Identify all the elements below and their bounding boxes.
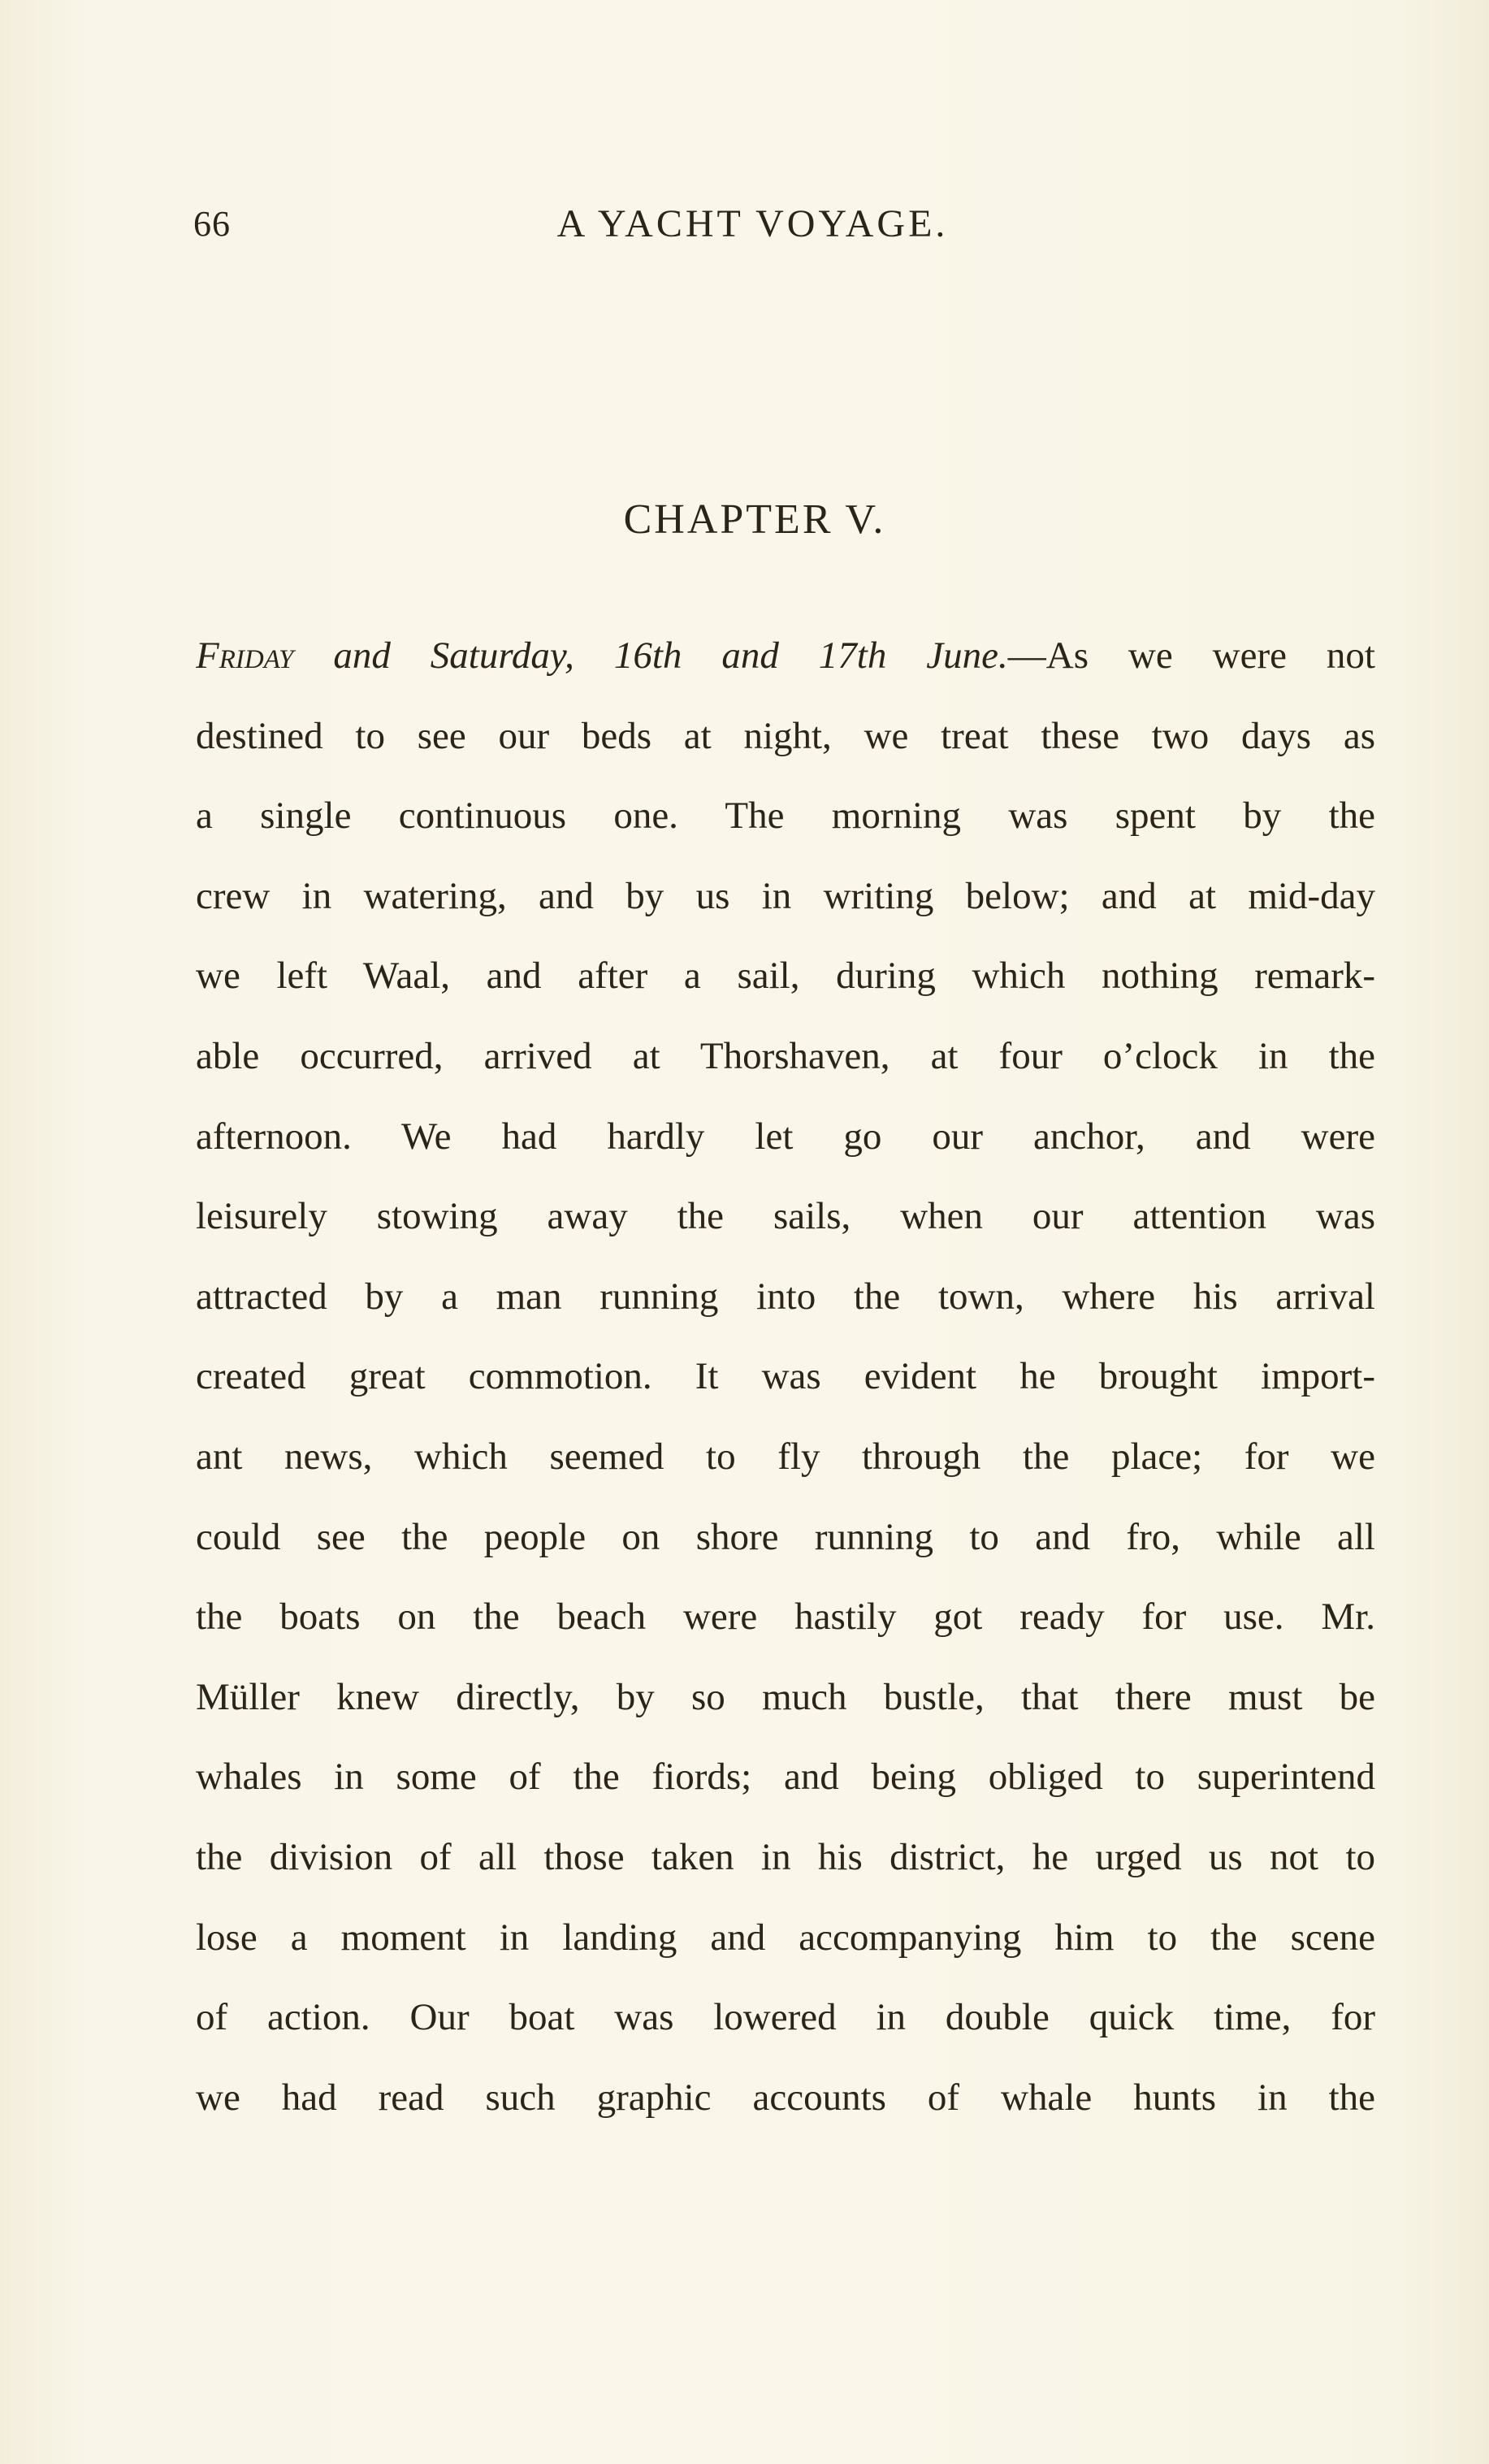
text-line: able occurred, arrived at Thorshaven, at four o’clock in the: [196, 1034, 1375, 1077]
page-number: 66: [193, 204, 231, 244]
text-line: a single continuous one. The morning was spent by the: [196, 795, 1375, 838]
chapter-body: [196, 627, 1375, 2149]
text-line: we left Waal, and after a sail, during which nothing remark-: [196, 955, 1375, 998]
lead-continuation: —As we were not: [1007, 634, 1375, 677]
text-line: afternoon. We had hardly let go our anchor, and were: [196, 1115, 1375, 1158]
text-line: whales in some of the fiords; and being obliged to superintend: [196, 1756, 1375, 1799]
text-line: of action. Our boat was lowered in double quick time, for: [196, 1996, 1375, 2039]
text-line: the boats on the beach were hastily got ready for use. Mr.: [196, 1596, 1375, 1639]
text-line: the division of all those taken in his district, he urged us not to: [196, 1835, 1375, 1878]
text-line: attracted by a man running into the town, where his arrival: [196, 1275, 1375, 1318]
lead-day: Friday: [196, 634, 294, 677]
lead-in: [196, 634, 1008, 677]
chapter-title: CHAPTER V.: [623, 496, 886, 543]
text-line: could see the people on shore running to and fro, while all: [196, 1515, 1375, 1558]
text-line: we had read such graphic accounts of whale hunts in the: [196, 2076, 1375, 2119]
text-line: ant news, which seemed to fly through the place; for we: [196, 1435, 1375, 1478]
lead-rest: and Saturday, 16th and 17th June.: [293, 634, 1008, 677]
running-head: A YACHT VOYAGE.: [556, 202, 949, 245]
text-line: created great commotion. It was evident he brought import-: [196, 1355, 1375, 1398]
text-line: [196, 627, 1375, 708]
text-line: leisurely stowing away the sails, when our attention was: [196, 1195, 1375, 1238]
text-line: destined to see our beds at night, we treat these two days as: [196, 714, 1375, 757]
text-line: crew in watering, and by us in writing below; and at mid-day: [196, 874, 1375, 917]
text-line: lose a moment in landing and accompanying him to the scene: [196, 1916, 1375, 1959]
text-line: Müller knew directly, by so much bustle, that there must be: [196, 1675, 1375, 1718]
